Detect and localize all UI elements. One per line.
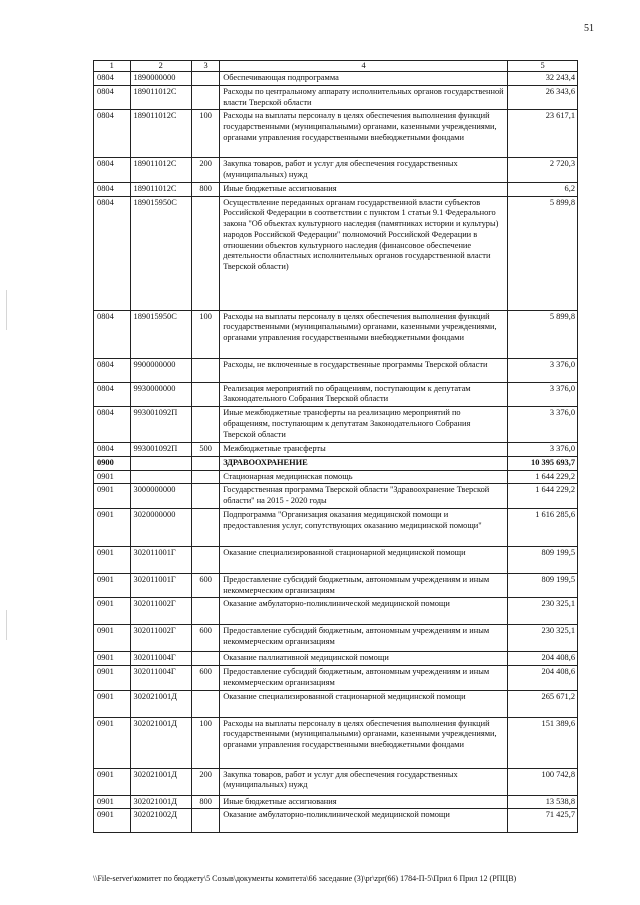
target-article-cell: 993001092П (130, 443, 192, 457)
expense-type-cell (192, 652, 220, 666)
column-header: 2 (130, 61, 192, 72)
item-name-cell: Предоставление субсидий бюджетным, автономным учреждениям и иным некоммерческим организациям (220, 666, 508, 691)
amount-cell: 1 644 229,2 (508, 470, 578, 484)
item-name-cell: Предоставление субсидий бюджетным, автономным учреждениям и иным некоммерческим организациям (220, 573, 508, 598)
section-code-cell: 0804 (94, 310, 131, 358)
section-code-cell: 0901 (94, 690, 131, 717)
section-code-cell: 0804 (94, 358, 131, 382)
item-name-cell: Межбюджетные трансферты (220, 443, 508, 457)
expense-type-cell (192, 358, 220, 382)
table-row (94, 196, 578, 310)
table-row (94, 573, 578, 598)
item-name-cell: Оказание паллиативной медицинской помощи (220, 652, 508, 666)
item-name-cell: Расходы, не включенные в государственные программы Тверской области (220, 358, 508, 382)
target-article-cell: 9930000000 (130, 382, 192, 407)
table-row (94, 470, 578, 484)
section-code-cell: 0901 (94, 625, 131, 652)
section-code-cell: 0804 (94, 85, 131, 110)
column-header: 5 (508, 61, 578, 72)
amount-cell: 5 899,8 (508, 310, 578, 358)
amount-cell: 1 616 285,6 (508, 508, 578, 546)
expense-type-cell (192, 484, 220, 509)
target-article-cell: 302011001Г (130, 573, 192, 598)
expense-type-cell: 200 (192, 768, 220, 795)
section-code-cell: 0804 (94, 196, 131, 310)
amount-cell: 26 343,6 (508, 85, 578, 110)
table-body (94, 72, 578, 833)
amount-cell: 204 408,6 (508, 652, 578, 666)
expense-type-cell: 500 (192, 443, 220, 457)
table-row (94, 546, 578, 573)
item-name-cell: Осуществление переданных органам государственной власти субъектов Российской Федерации в соответствии с пунктом 1 статьи 9.1 Федерального закона "Об объектах культурного наследия (памятниках истории и культуры) народов Российской Федерации" полномочий Российской Федерации в отношении объектов культурного наследия (финансовое обеспечение деятельности областных исполнительных органов государственной власти Тверской области) (220, 196, 508, 310)
amount-cell: 3 376,0 (508, 382, 578, 407)
expense-type-cell (192, 546, 220, 573)
table-row (94, 625, 578, 652)
budget-table (93, 60, 578, 833)
target-article-cell: 302011004Г (130, 666, 192, 691)
expense-type-cell: 600 (192, 625, 220, 652)
item-name-cell: Иные бюджетные ассигнования (220, 795, 508, 809)
section-code-cell: 0804 (94, 182, 131, 196)
item-name-cell: Расходы по центральному аппарату исполнительных органов государственной власти Тверской области (220, 85, 508, 110)
target-article-cell: 302011002Г (130, 598, 192, 625)
expense-type-cell (192, 690, 220, 717)
item-name-cell: Оказание специализированной стационарной медицинской помощи (220, 546, 508, 573)
target-article-cell: 302021002Д (130, 809, 192, 833)
expense-type-cell: 600 (192, 666, 220, 691)
column-header: 1 (94, 61, 131, 72)
target-article-cell: 993001092П (130, 407, 192, 443)
amount-cell: 5 899,8 (508, 196, 578, 310)
section-code-cell: 0901 (94, 809, 131, 833)
section-code-cell: 0901 (94, 598, 131, 625)
target-article-cell: 1890000000 (130, 72, 192, 86)
table-header-row (94, 61, 578, 72)
target-article-cell: 189011012С (130, 182, 192, 196)
expense-type-cell (192, 809, 220, 833)
target-article-cell: 3000000000 (130, 484, 192, 509)
target-article-cell: 302021001Д (130, 768, 192, 795)
target-article-cell: 189011012С (130, 158, 192, 183)
table-row (94, 382, 578, 407)
amount-cell: 32 243,4 (508, 72, 578, 86)
item-name-cell: Государственная программа Тверской области "Здравоохранение Тверской области" на 2015 - 2020 годы (220, 484, 508, 509)
amount-cell: 3 376,0 (508, 407, 578, 443)
section-code-cell: 0804 (94, 407, 131, 443)
target-article-cell: 302021001Д (130, 690, 192, 717)
expense-type-cell (192, 382, 220, 407)
item-name-cell: Расходы на выплаты персоналу в целях обеспечения выполнения функций государственными (муниципальными) органами, казенными учреждениями, органами управления государственными внебюджетными фондами (220, 110, 508, 158)
table-row (94, 508, 578, 546)
target-article-cell (130, 456, 192, 470)
item-name-cell: Оказание амбулаторно-поликлинической медицинской помощи (220, 809, 508, 833)
target-article-cell: 302011002Г (130, 625, 192, 652)
amount-cell: 151 389,6 (508, 717, 578, 768)
footer-file-path: \\File-server\комитет по бюджету\5 Созыв\документы комитета\66 заседание (3)\pr\zpr(66) 1784-П-5\Прил 6 Прил 12 (РПЦВ) (93, 874, 517, 883)
target-article-cell: 3020000000 (130, 508, 192, 546)
table-row (94, 690, 578, 717)
table-row (94, 407, 578, 443)
section-code-cell: 0901 (94, 652, 131, 666)
expense-type-cell: 800 (192, 182, 220, 196)
amount-cell: 3 376,0 (508, 358, 578, 382)
table-row (94, 158, 578, 183)
expense-type-cell: 200 (192, 158, 220, 183)
table-row (94, 666, 578, 691)
amount-cell: 13 538,8 (508, 795, 578, 809)
section-code-cell: 0900 (94, 456, 131, 470)
amount-cell: 1 644 229,2 (508, 484, 578, 509)
target-article-cell (130, 470, 192, 484)
item-name-cell: ЗДРАВООХРАНЕНИЕ (220, 456, 508, 470)
section-code-cell: 0804 (94, 443, 131, 457)
amount-cell: 809 199,5 (508, 546, 578, 573)
expense-type-cell: 800 (192, 795, 220, 809)
amount-cell: 2 720,3 (508, 158, 578, 183)
target-article-cell: 189015950С (130, 310, 192, 358)
item-name-cell: Оказание амбулаторно-поликлинической медицинской помощи (220, 598, 508, 625)
table-row (94, 85, 578, 110)
table-row (94, 358, 578, 382)
target-article-cell: 302021001Д (130, 795, 192, 809)
item-name-cell: Обеспечивающая подпрограмма (220, 72, 508, 86)
section-code-cell: 0901 (94, 470, 131, 484)
section-code-cell: 0804 (94, 72, 131, 86)
target-article-cell: 302011004Г (130, 652, 192, 666)
target-article-cell: 189011012С (130, 110, 192, 158)
expense-type-cell (192, 508, 220, 546)
expense-type-cell: 100 (192, 310, 220, 358)
expense-type-cell (192, 598, 220, 625)
column-header: 3 (192, 61, 220, 72)
table-row (94, 809, 578, 833)
amount-cell: 23 617,1 (508, 110, 578, 158)
expense-type-cell: 100 (192, 717, 220, 768)
table-row (94, 652, 578, 666)
item-name-cell: Закупка товаров, работ и услуг для обеспечения государственных (муниципальных) нужд (220, 768, 508, 795)
amount-cell: 6,2 (508, 182, 578, 196)
section-code-cell: 0901 (94, 768, 131, 795)
section-code-cell: 0901 (94, 795, 131, 809)
section-code-cell: 0804 (94, 110, 131, 158)
expense-type-cell (192, 72, 220, 86)
section-code-cell: 0901 (94, 666, 131, 691)
table-row (94, 795, 578, 809)
section-code-cell: 0901 (94, 508, 131, 546)
section-code-cell: 0901 (94, 573, 131, 598)
expense-type-cell (192, 456, 220, 470)
page-number: 51 (584, 23, 594, 34)
amount-cell: 265 671,2 (508, 690, 578, 717)
table-row (94, 110, 578, 158)
expense-type-cell (192, 85, 220, 110)
expense-type-cell: 600 (192, 573, 220, 598)
table-row (94, 717, 578, 768)
target-article-cell: 302021001Д (130, 717, 192, 768)
table-row (94, 598, 578, 625)
scan-edge-mark (6, 290, 7, 330)
item-name-cell: Иные межбюджетные трансферты на реализацию мероприятий по обращениям, поступающим к депутатам Законодательного Собрания Тверской области (220, 407, 508, 443)
table-row (94, 182, 578, 196)
table-row (94, 310, 578, 358)
section-code-cell: 0804 (94, 158, 131, 183)
amount-cell: 809 199,5 (508, 573, 578, 598)
expense-type-cell (192, 407, 220, 443)
item-name-cell: Предоставление субсидий бюджетным, автономным учреждениям и иным некоммерческим организациям (220, 625, 508, 652)
item-name-cell: Расходы на выплаты персоналу в целях обеспечения выполнения функций государственными (муниципальными) органами, казенными учреждениями, органами управления государственными внебюджетными фондами (220, 310, 508, 358)
amount-cell: 204 408,6 (508, 666, 578, 691)
target-article-cell: 189015950С (130, 196, 192, 310)
item-name-cell: Иные бюджетные ассигнования (220, 182, 508, 196)
amount-cell: 10 395 693,7 (508, 456, 578, 470)
target-article-cell: 9900000000 (130, 358, 192, 382)
table-row (94, 768, 578, 795)
expense-type-cell: 100 (192, 110, 220, 158)
target-article-cell: 302011001Г (130, 546, 192, 573)
amount-cell: 230 325,1 (508, 598, 578, 625)
section-code-cell: 0901 (94, 546, 131, 573)
section-code-cell: 0804 (94, 382, 131, 407)
section-code-cell: 0901 (94, 484, 131, 509)
table-row (94, 484, 578, 509)
item-name-cell: Закупка товаров, работ и услуг для обеспечения государственных (муниципальных) нужд (220, 158, 508, 183)
scan-edge-mark (6, 610, 7, 640)
amount-cell: 3 376,0 (508, 443, 578, 457)
table-row (94, 456, 578, 470)
item-name-cell: Подпрограмма "Организация оказания медицинской помощи и предоставления услуг, сопутствующих оказанию медицинской помощи" (220, 508, 508, 546)
item-name-cell: Стационарная медицинская помощь (220, 470, 508, 484)
item-name-cell: Реализация мероприятий по обращениям, поступающим к депутатам Законодательного Собрания Тверской области (220, 382, 508, 407)
amount-cell: 100 742,8 (508, 768, 578, 795)
expense-type-cell (192, 470, 220, 484)
table-row (94, 443, 578, 457)
item-name-cell: Расходы на выплаты персоналу в целях обеспечения выполнения функций государственными (муниципальными) органами, казенными учреждениями, органами управления государственными внебюджетными фондами (220, 717, 508, 768)
section-code-cell: 0901 (94, 717, 131, 768)
table-row (94, 72, 578, 86)
amount-cell: 230 325,1 (508, 625, 578, 652)
expense-type-cell (192, 196, 220, 310)
column-header: 4 (220, 61, 508, 72)
target-article-cell: 189011012С (130, 85, 192, 110)
amount-cell: 71 425,7 (508, 809, 578, 833)
item-name-cell: Оказание специализированной стационарной медицинской помощи (220, 690, 508, 717)
